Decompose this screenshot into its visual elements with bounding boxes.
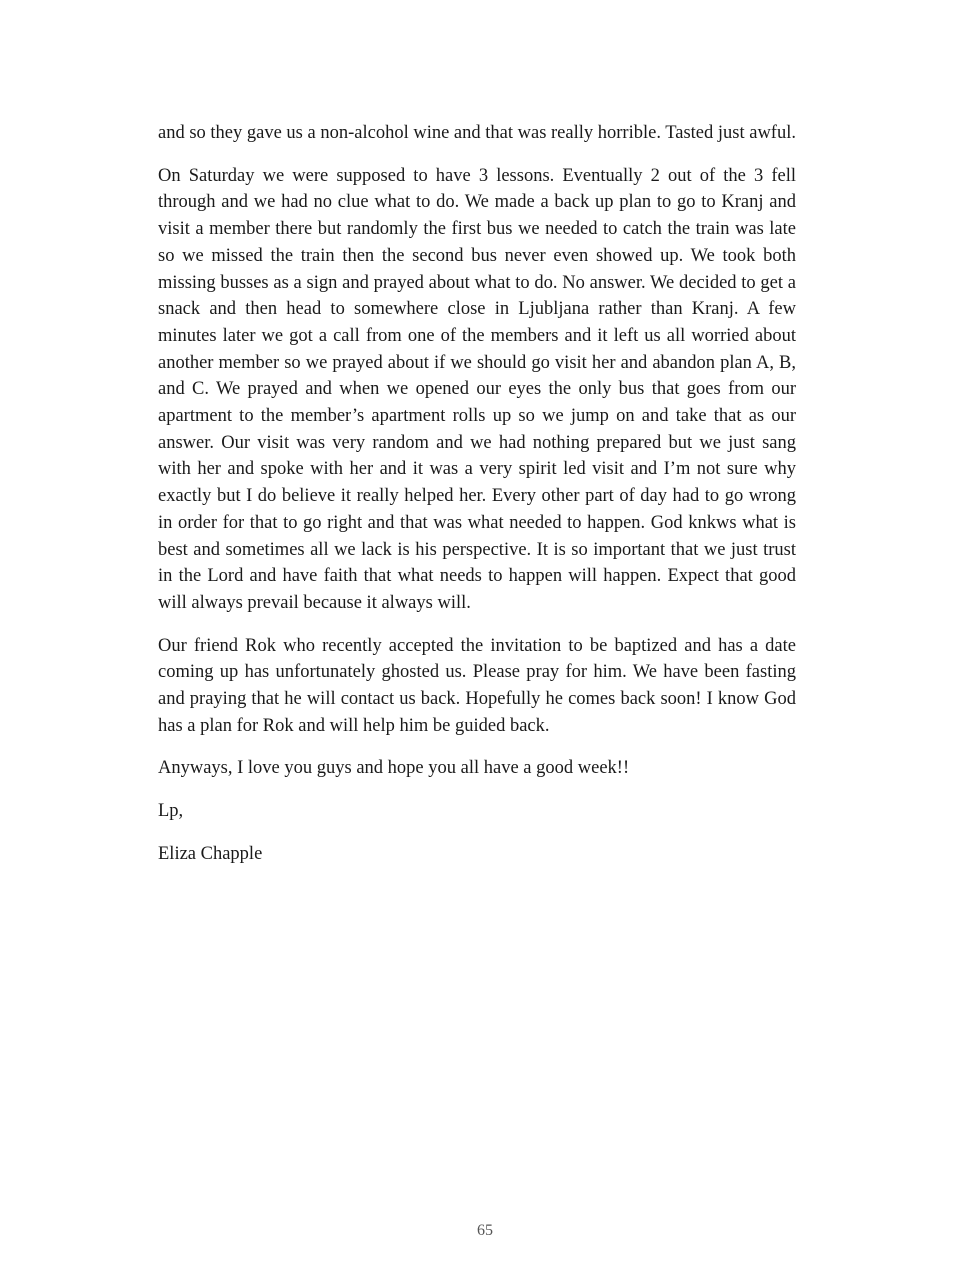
sign-off: Lp, [158,801,184,822]
paragraph-closing: Anyways, I love you guys and hope you all have a good week!! [158,758,630,779]
paragraph-saturday: On Saturday we were supposed to have 3 lessons. Eventually 2 out of the 3 fell through and we had no clue what to do. We made a back up plan to go to Kranj and visit a member there but randomly the first bus we needed to catch the train was late so we missed the train then the second bus never even showed up. We took both missing busses as a sign and prayed about what to do. No answer. We decided to get a snack and then head to somewhere close in Ljubljana rather than Kranj. A few minutes later we got a call from one of the members and it left us all worried about another member so we prayed about if we should go visit her and abandon plan A, B, and C. We prayed and when we opened our eyes the only bus that goes from our apartment to the member’s apartment rolls up so we jump on and take that as our answer. Our visit was very random and we had nothing prepared but we just sang with her and spoke with her and it was a very spirit led visit and I’m not sure why exactly but I do believe it really helped her. Every other part of day had to go wrong in order for that to go right and that was what needed to happen. God knkws what is best and sometimes all we lack is his perspective. It is so important that we just trust in the Lord and have faith that what needs to happen will happen. Expect that good will always prevail because it always will. [158,165,796,613]
paragraph-wine: and so they gave us a non-alcohol wine and that was really horrible. Tasted just awful. [158,123,796,143]
page-number: 65 [477,1222,493,1239]
paragraph-rok: Our friend Rok who recently accepted the invitation to be baptized and has a date coming up has unfortunately ghosted us. Please pray for him. We have been fasting and praying that he will contact us back. Hopefully he comes back soon! I know God has a plan for Rok and will help him be guided back. [158,635,796,736]
signature-name: Eliza Chapple [158,843,263,864]
letter-body [158,120,796,884]
